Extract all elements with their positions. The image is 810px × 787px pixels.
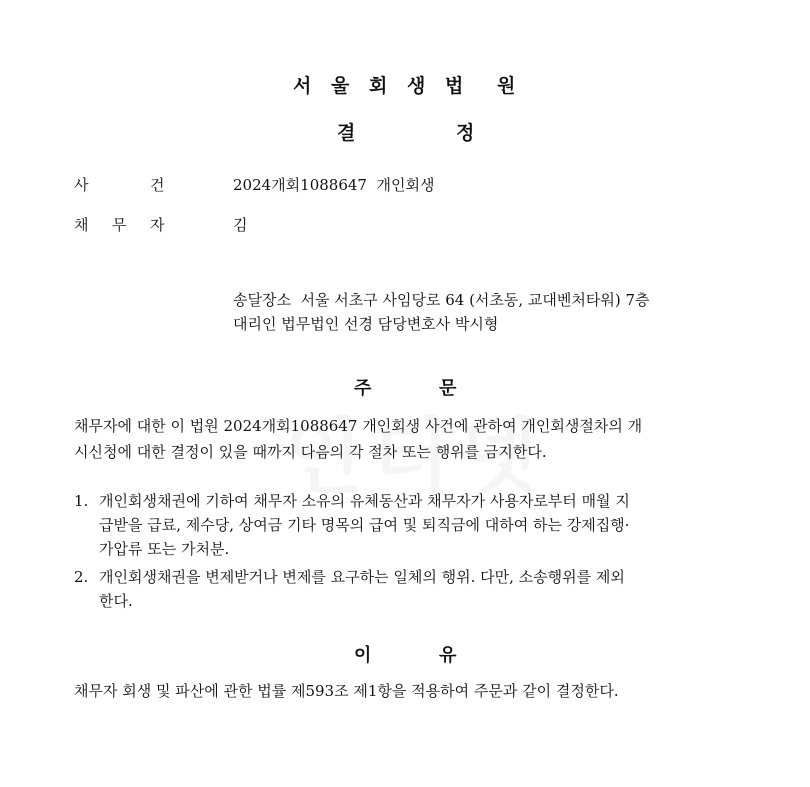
court-title-char: 회 [369,75,388,97]
order-item [74,489,754,561]
decision-title-char: 정 [456,122,475,144]
order-item-line: 가압류 또는 가처분. [99,540,230,558]
reason-heading-char: 유 [439,645,457,666]
debtor-name: 김 [233,216,248,234]
court-title-char: 원 [497,75,516,97]
order-item-line: 한다. [99,592,133,610]
reason-text: 채무자 회생 및 파산에 관한 법률 제593조 제1항을 적용하여 주문과 같이 결정한다. [74,682,619,700]
legal-representative: 대리인 법무법인 선경 담당변호사 박시형 [233,315,499,333]
order-item [74,565,754,613]
order-item-line: 개인회생채권에 기하여 채무자 소유의 유체동산과 채무자가 사용자로부터 매월 지 [99,492,630,510]
reason-heading-char: 이 [354,645,372,666]
decision-title-char: 결 [337,122,356,144]
debtor-label-char: 자 [150,216,165,234]
order-item-line: 개인회생채권을 변제받거나 변제를 요구하는 일체의 행위. 다만, 소송행위를 제외 [99,568,625,586]
court-title-char: 생 [407,75,426,97]
court-title-char: 울 [331,75,350,97]
order-heading-char: 문 [439,378,457,399]
order-item-number: 1. [74,492,89,510]
case-label-char: 건 [150,176,165,194]
debtor-label-char: 무 [112,216,127,234]
order-intro-line: 채무자에 대한 이 법원 2024개회1088647 개인회생 사건에 관하여 개인회생절차의 개 [74,417,643,435]
order-intro-line: 시신청에 대한 결정이 있을 때까지 다음의 각 절차 또는 행위를 금지한다. [74,443,547,461]
court-title-char: 법 [445,75,464,97]
service-address: 송달장소 서울 서초구 사임당로 64 (서초동, 교대벤처타워) 7층 [233,291,650,309]
debtor-label-char: 채 [74,216,89,234]
order-item-line: 급받을 급료, 제수당, 상여금 기타 명목의 급여 및 퇴직금에 대하여 하는 강제집행· [99,516,630,534]
case-number: 2024개회1088647 개인회생 [233,176,435,194]
order-heading-char: 주 [354,378,372,399]
court-title-char: 서 [293,75,312,97]
order-item-number: 2. [74,568,89,586]
case-label-char: 사 [74,176,89,194]
